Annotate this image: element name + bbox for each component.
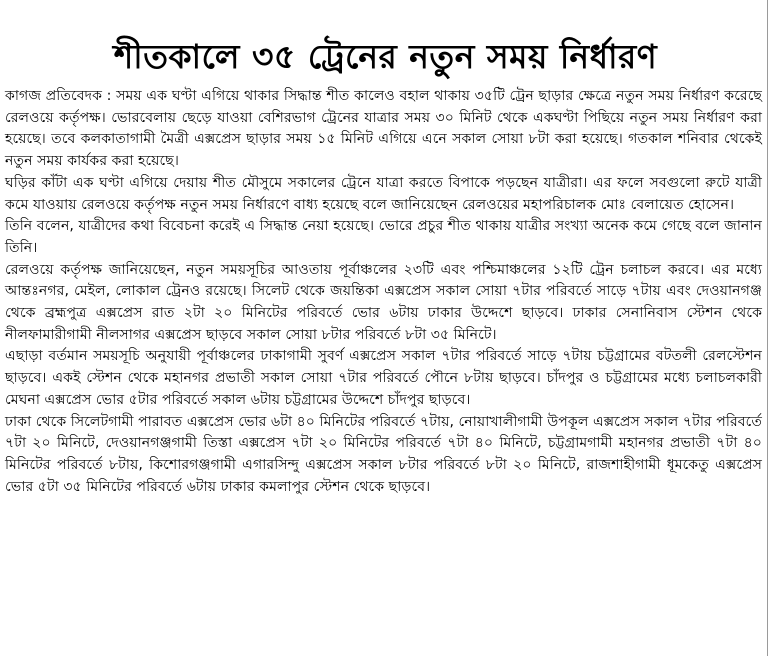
paragraph-5: এছাড়া বর্তমান সময়সূচি অনুযায়ী পূর্বাঞ্চলের ঢাকাগামী সুবর্ণ এক্সপ্রেস সকাল ৭টার পরিবর্তে সাড়ে ৭টায় চট্টগ্রামের বটতলী রেলস্টেশন ছাড়বে। একই স্টেশন থেকে মহানগর প্রভাতী সকাল সোয়া ৭টার পরিবর্তে পৌনে ৮টায় ছাড়বে। চাঁদপুর ও চট্টগ্রামের মধ্যে চলাচলকারী মেঘনা এক্সপ্রেস ভোর ৫টার পরিবর্তে সকাল ৬টায় চট্টগ্রামের উদ্দেশে চাঁদপুর ছাড়বে। <box>5 348 762 408</box>
paragraph-4: রেলওয়ে কর্তৃপক্ষ জানিয়েছেন, নতুন সময়সূচির আওতায় পূর্বাঞ্চলের ২৩টি এবং পশ্চিমাঞ্চলের ১২টি ট্রেন চলাচল করবে। এর মধ্যে আন্তঃনগর, মেইল, লোকাল ট্রেনও রয়েছে। সিলেট থেকে জয়ন্তিকা এক্সপ্রেস সকাল সোয়া ৭টার পরিবর্তে সাড়ে ৭টায় এবং দেওয়ানগঞ্জ থেকে ব্রহ্মপুত্র এক্সপ্রেস রাত ২টা ২০ মিনিটের পরিবর্তে ভোর ৬টায় ঢাকার উদ্দেশে ছাড়বে। ঢাকার সেনানিবাস স্টেশন থেকে নীলফামারীগামী নীলসাগর এক্সপ্রেস ছাড়বে সকাল সোয়া ৮টার পরিবর্তে ৮টা ৩৫ মিনিটে। <box>5 261 762 343</box>
article-body <box>5 86 762 498</box>
paragraph-6: ঢাকা থেকে সিলেটগামী পারাবত এক্সপ্রেস ভোর ৬টা ৪০ মিনিটের পরিবর্তে ৭টায়, নোয়াখালীগামী উপকূল এক্সপ্রেস সকাল ৭টার পরিবর্তে ৭টা ২০ মিনিটে, দেওয়ানগঞ্জগামী তিস্তা এক্সপ্রেস ৭টা ২০ মিনিটের পরিবর্তে ৭টা ৪০ মিনিটে, চট্টগ্রামগামী মহানগর প্রভাতী ৭টা ৪০ মিনিটের পরিবর্তে ৮টায়, কিশোরগঞ্জগামী এগারসিন্দু এক্সপ্রেস সকাল ৮টার পরিবর্তে ৮টা ২০ মিনিটে, রাজশাহীগামী ধূমকেতু এক্সপ্রেস ভোর ৫টা ৩৫ মিনিটের পরিবর্তে ৬টায় ঢাকার কমলাপুর স্টেশন থেকে ছাড়বে। <box>5 413 762 495</box>
right-border-line <box>767 0 768 656</box>
headline: শীতকালে ৩৫ ট্রেনের নতুন সময় নির্ধারণ <box>113 37 658 77</box>
paragraph-1: কাগজ প্রতিবেদক : সময় এক ঘণ্টা এগিয়ে থাকার সিদ্ধান্ত শীত কালেও বহাল থাকায় ৩৫টি ট্রেন ছাড়ার ক্ষেত্রে নতুন সময় নির্ধারণ করেছে রেলওয়ে কর্তৃপক্ষ। ভোরবেলায় ছেড়ে যাওয়া বেশিরভাগ ট্রেনের যাত্রার সময় ৩০ মিনিট থেকে একঘণ্টা পিছিয়ে নতুন সময় নির্ধারণ করা হয়েছে। তবে কলকাতাগামী মৈত্রী এক্সপ্রেস ছাড়ার সময় ১৫ মিনিট এগিয়ে এনে সকাল সোয়া ৮টা করা হয়েছে। গতকাল শনিবার থেকেই নতুন সময় কার্যকর করা হয়েছে। <box>5 88 762 170</box>
paragraph-3: তিনি বলেন, যাত্রীদের কথা বিবেচনা করেই এ সিদ্ধান্ত নেয়া হয়েছে। ভোরে প্রচুর শীত থাকায় যাত্রীর সংখ্যা অনেক কমে গেছে বলে জানান তিনি। <box>5 218 762 256</box>
paragraph-2: ঘড়ির কাঁটা এক ঘণ্টা এগিয়ে দেয়ায় শীত মৌসুমে সকালের ট্রেনে যাত্রা করতে বিপাকে পড়ছেন যাত্রীরা। এর ফলে সবগুলো রুটে যাত্রী কমে যাওয়ায় রেলওয়ে কর্তৃপক্ষ নতুন সময় নির্ধারণে বাধ্য হয়েছে বলে জানিয়েছেন রেলওয়ের মহাপরিচালক মোঃ বেলায়েত হোসেন। <box>5 174 762 213</box>
